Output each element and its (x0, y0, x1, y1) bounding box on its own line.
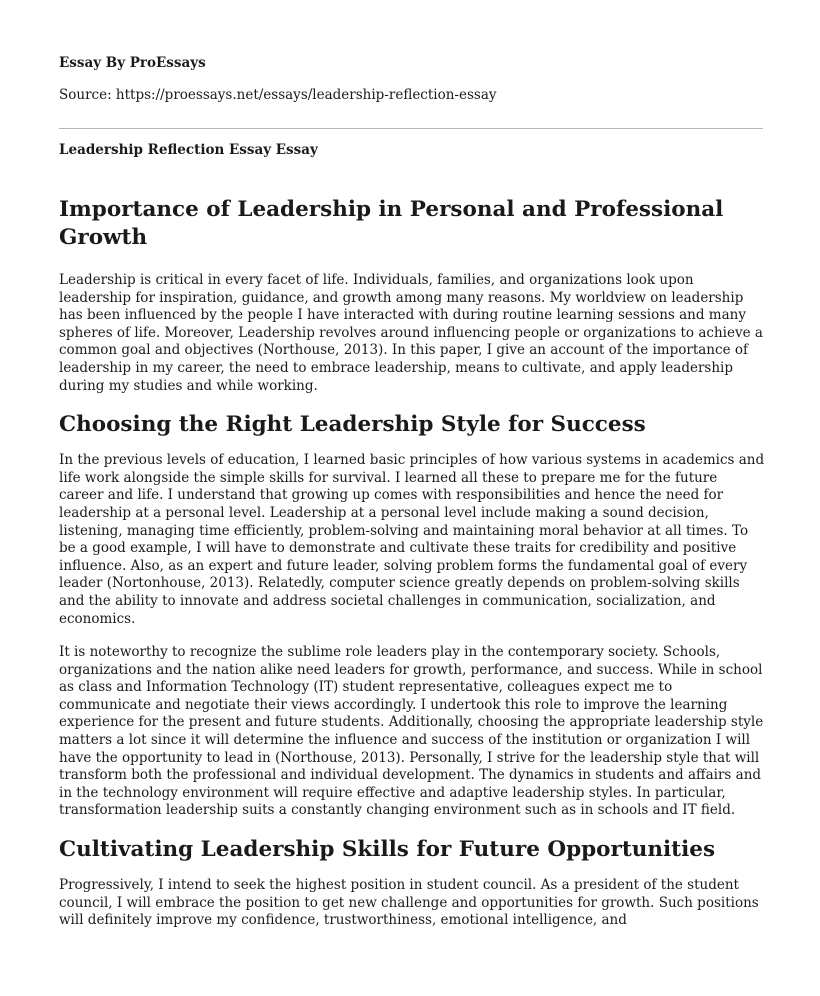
section-heading-cultivating: Cultivating Leadership Skills for Future Opportunities (59, 837, 716, 863)
essay-body (59, 196, 765, 946)
paragraph: It is noteworthy to recognize the sublime role leaders play in the contemporary society. Schools, organizations and the nation alike need leaders for growth, performance, and success. While in school as class and Information Technology (IT) student representative, colleagues expect me to communicate and negotiate their views accordingly. I undertook this role to improve the learning experience for the present and future students. Additionally, choosing the appropriate leadership style matters a lot since it will determine the influence and success of the institution or organization I will have the opportunity to lead in (Northouse, 2013). Personally, I strive for the leadership style that will transform both the professional and individual development. The dynamics in students and affairs and in the technology environment will require effective and adaptive leadership styles. In particular, transformation leadership suits a constantly changing environment such as in schools and IT field. (59, 644, 764, 819)
author-line: Essay By ProEssays (59, 55, 206, 71)
paragraph: Leadership is critical in every facet of life. Individuals, families, and organizations look upon leadership for inspiration, guidance, and growth among many reasons. My worldview on leadership has been influenced by the people I have interacted with during routine learning sessions and many spheres of life. Moreover, Leadership revolves around influencing people or organizations to achieve a common goal and objectives (Northouse, 2013). In this paper, I give an account of the importance of leadership in my career, the need to embrace leadership, means to cultivate, and apply leadership during my studies and while working. (59, 272, 763, 394)
section-heading-leadership-style: Choosing the Right Leadership Style for Success (59, 412, 646, 438)
paragraph: In the previous levels of education, I learned basic principles of how various systems in academics and life work alongside the simple skills for survival. I learned all these to prepare me for the future career and life. I understand that growing up comes with responsibilities and hence the need for leadership at a personal level. Leadership at a personal level include making a sound decision, listening, managing time efficiently, problem-solving and maintaining moral behavior at all times. To be a good example, I will have to demonstrate and cultivate these traits for credibility and positive influence. Also, as an expert and future leader, solving problem forms the fundamental goal of every leader (Nortonhouse, 2013). Relatedly, computer science greatly depends on problem-solving skills and the ability to innovate and address societal challenges in communication, socialization, and economics. (59, 452, 765, 627)
header-divider (59, 128, 763, 129)
paragraph: Progressively, I intend to seek the highest position in student council. As a president of the student council, I will embrace the position to get new challenge and opportunities for growth. Such positions will definitely improve my confidence, trustworthiness, emotional intelligence, and (59, 877, 759, 929)
section-heading-importance: Importance of Leadership in Personal and Professional Growth (59, 197, 724, 250)
source-line: Source: https://proessays.net/essays/leadership-reflection-essay (59, 87, 497, 103)
document-title: Leadership Reflection Essay Essay (59, 142, 318, 158)
